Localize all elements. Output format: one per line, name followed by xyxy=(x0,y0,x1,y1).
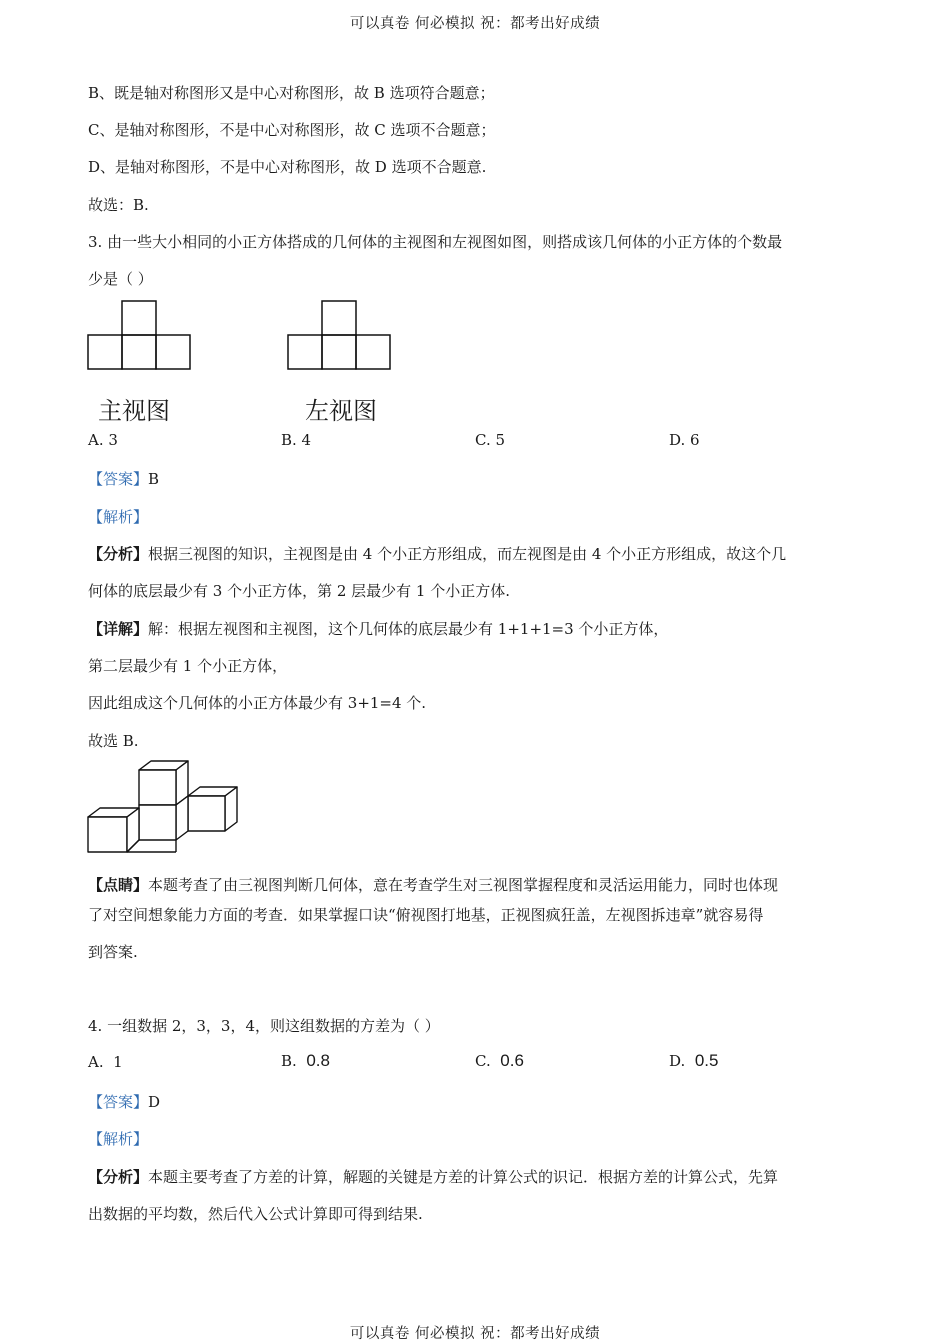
q3-comment-line2: 了对空间想象能力方面的考查．如果掌握口诀“俯视图打地基，正视图疯狂盖，左视图拆违章”就容易得 xyxy=(88,906,764,924)
q3-fenxi-tag: 【分析】 xyxy=(88,545,149,563)
q3-analysis-tag: 【解析】 xyxy=(88,508,149,526)
q4-option-d-value: 0.5 xyxy=(694,1051,719,1070)
q4-option-a-letter: A. xyxy=(88,1053,104,1071)
q4-answer xyxy=(88,1091,160,1112)
q4-fenxi-tag: 【分析】 xyxy=(88,1168,149,1186)
q4-fenxi-line2: 出数据的平均数，然后代入公式计算即可得到结果. xyxy=(88,1205,423,1223)
q3-detail-line2: 第二层最少有 1 个小正方体， xyxy=(88,657,288,675)
prev-option-b-explanation: B、既是轴对称图形又是中心对称图形，故 B 选项符合题意； xyxy=(88,84,495,102)
q3-analysis xyxy=(88,506,148,527)
prev-choice: 故选：B. xyxy=(88,196,149,214)
q3-comment-text1: 本题考查了由三视图判断几何体，意在考查学生对三视图掌握程度和灵活运用能力，同时也体现 xyxy=(148,876,779,894)
solution-cubes-figure xyxy=(86,758,242,854)
q3-option-d: D. 6 xyxy=(669,431,700,449)
q3-option-c: C. 5 xyxy=(475,431,506,449)
q3-answer-tag: 【答案】 xyxy=(88,470,149,488)
q4-fenxi-line1 xyxy=(88,1166,778,1187)
q3-detail-line1 xyxy=(88,618,668,639)
q4-option-d-letter: D. xyxy=(669,1052,686,1070)
q4-fenxi-text1: 本题主要考查了方差的计算，解题的关键是方差的计算公式的识记．根据方差的计算公式，先算 xyxy=(148,1168,779,1186)
front-view-label: 主视图 xyxy=(98,398,170,425)
front-view-figure xyxy=(87,300,193,372)
front-view-top-square xyxy=(122,301,156,335)
left-view-label: 左视图 xyxy=(305,398,377,425)
q4-option-c xyxy=(475,1051,524,1071)
q4-answer-tag: 【答案】 xyxy=(88,1093,149,1111)
q4-option-b-value: 0.8 xyxy=(306,1051,330,1070)
front-view-bottom-square xyxy=(122,335,156,369)
front-view-bottom-square xyxy=(88,335,122,369)
q4-stem: 4. 一组数据 2，3，3，4，则这组数据的方差为（ ） xyxy=(88,1017,440,1035)
left-view-figure xyxy=(287,300,393,372)
page-header: 可以真卷 何必模拟 祝：都考出好成绩 xyxy=(349,16,601,32)
q3-detail-tag: 【详解】 xyxy=(88,620,149,638)
q3-fenxi-line1 xyxy=(88,543,786,564)
q3-comment xyxy=(88,867,864,904)
q4-option-b-letter: B. xyxy=(281,1052,297,1070)
page-footer: 可以真卷 何必模拟 祝：都考出好成绩 xyxy=(349,1326,601,1342)
q3-detail-line3: 因此组成这个几何体的小正方体最少有 3+1=4 个. xyxy=(88,694,427,712)
q4-option-d xyxy=(669,1051,718,1071)
q4-answer-value: D xyxy=(148,1093,161,1111)
q3-detail-text1: 解：根据左视图和主视图，这个几何体的底层最少有 1+1+1=3 个小正方体， xyxy=(148,620,669,638)
cube-top xyxy=(139,761,188,805)
front-view-bottom-square xyxy=(156,335,190,369)
q4-option-b xyxy=(281,1051,330,1071)
q3-fenxi-text1: 根据三视图的知识，主视图是由 4 个小正方形组成，而左视图是由 4 个小正方形组成，故这个几 xyxy=(148,545,787,563)
prev-option-c-explanation: C、是轴对称图形，不是中心对称图形，故 C 选项不合题意； xyxy=(88,121,496,139)
q3-choice: 故选 B. xyxy=(88,732,139,750)
q3-option-a: A. 3 xyxy=(88,431,118,449)
left-view-bottom-square xyxy=(356,335,390,369)
q3-answer xyxy=(88,468,159,489)
q4-analysis xyxy=(88,1128,148,1149)
q4-option-a xyxy=(88,1053,123,1071)
q3-comment-line3: 到答案. xyxy=(88,943,138,961)
q4-option-c-value: 0.6 xyxy=(500,1051,524,1070)
q3-stem-line1: 3. 由一些大小相同的小正方体搭成的几何体的主视图和左视图如图，则搭成该几何体的小正方体的个数最 xyxy=(88,233,783,251)
q4-option-a-value: 1 xyxy=(113,1053,123,1071)
q4-analysis-tag: 【解析】 xyxy=(88,1130,149,1148)
q4-option-c-letter: C. xyxy=(475,1052,491,1070)
prev-option-d-explanation: D、是轴对称图形，不是中心对称图形，故 D 选项不合题意. xyxy=(88,158,487,176)
q3-option-b: B. 4 xyxy=(281,431,312,449)
q3-stem-line2: 少是（ ） xyxy=(88,270,153,288)
q3-answer-value: B xyxy=(148,470,160,488)
q3-fenxi-line2: 何体的底层最少有 3 个小正方体，第 2 层最少有 1 个小正方体. xyxy=(88,582,511,600)
left-view-bottom-square xyxy=(322,335,356,369)
left-view-bottom-square xyxy=(288,335,322,369)
left-view-top-square xyxy=(322,301,356,335)
q3-comment-tag: 【点睛】 xyxy=(88,876,149,894)
